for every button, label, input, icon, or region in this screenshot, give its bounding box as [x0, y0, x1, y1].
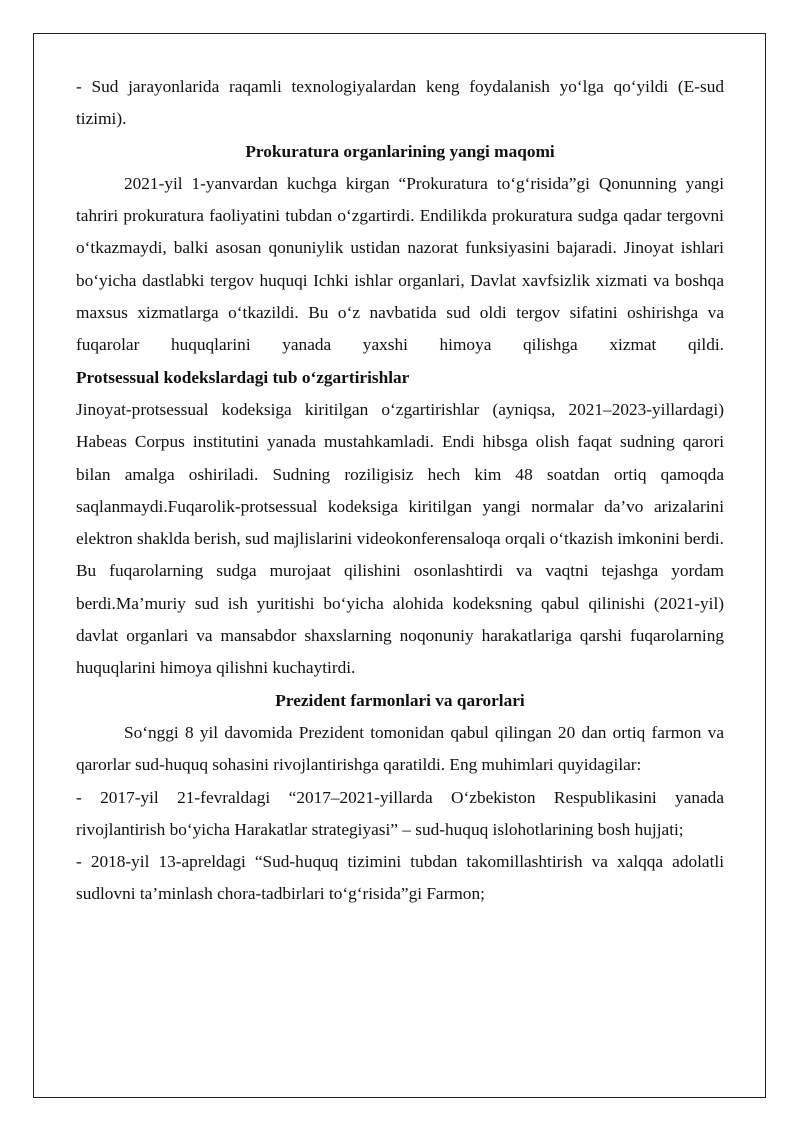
paragraph-protsessual: Jinoyat-protsessual kodeksiga kiritilgan o‘zgartirishlar (ayniqsa, 2021–2023-yillardagi) Habeas Corpus institutini yanada mustahkamladi. Endi hibsga olish faqat sudning qarori bilan amalga oshiriladi. Sudning roziligisiz hech kim 48 soatdan ortiq qamoqda saqlanmaydi.Fuqarolik-protsessual kodeksiga kiritilgan yangi normalar da’vo arizalarini elektron shaklda berish, sud majlislarini videokonferensaloqa orqali o‘tkazish imkonini berdi. Bu fuqarolarning sudga murojaat qilishini osonlashtirdi va vaqtni tejashga yordam berdi.Ma’muriy sud ish yuritishi bo‘yicha alohida kodeksning qabul qilinishi (2021-yil) davlat organlari va mansabdor shaxslarning noqonuniy harakatlariga qarshi fuqarolarning huquqlarini himoya qilishni kuchaytirdi. [76, 399, 724, 678]
heading-protsessual: Protsessual kodekslardagi tub o‘zgartirishlar [76, 367, 410, 387]
list-item-2018: - 2018-yil 13-apreldagi “Sud-huquq tizimini tubdan takomillashtirish va xalqqa adolatli sudlovni ta’minlash chora-tadbirlari to‘g‘risida”gi Farmon; [76, 852, 724, 904]
document-body [76, 71, 724, 911]
paragraph-esud: - Sud jarayonlarida raqamli texnologiyalardan keng foydalanish yo‘lga qo‘yildi (E-sud tizimi). [76, 77, 724, 129]
heading-prezident: Prezident farmonlari va qarorlari [275, 690, 525, 710]
list-item-2017: - 2017-yil 21-fevraldagi “2017–2021-yillarda O‘zbekiston Respublikasini yanada rivojlantirish bo‘yicha Harakatlar strategiyasi” – sud-huquq islohotlarining bosh hujjati; [76, 787, 724, 839]
paragraph-prokuratura: 2021-yil 1-yanvardan kuchga kirgan “Prokuratura to‘g‘risida”gi Qonunning yangi tahriri prokuratura faoliyatini tubdan o‘zgartirdi. Endilikda prokuratura sudga qadar tergovni o‘tkazmaydi, balki asosan qonuniylik ustidan nazorat funksiyasini bajaradi. Jinoyat ishlari bo‘yicha dastlabki tergov huquqi Ichki ishlar organlari, Davlat xavfsizlik xizmati va boshqa maxsus xizmatlarga o‘tkazildi. Bu o‘z navbatida sud oldi tergov sifatini oshirishga va fuqarolar huquqlarini yanada yaxshi himoya qilishga xizmat qildi. [76, 173, 724, 355]
heading-prokuratura: Prokuratura organlarining yangi maqomi [245, 141, 555, 161]
paragraph-prezident: So‘nggi 8 yil davomida Prezident tomonidan qabul qilingan 20 dan ortiq farmon va qarorlar sud-huquq sohasini rivojlantirishga qaratildi. Eng muhimlari quyidagilar: [76, 722, 724, 775]
